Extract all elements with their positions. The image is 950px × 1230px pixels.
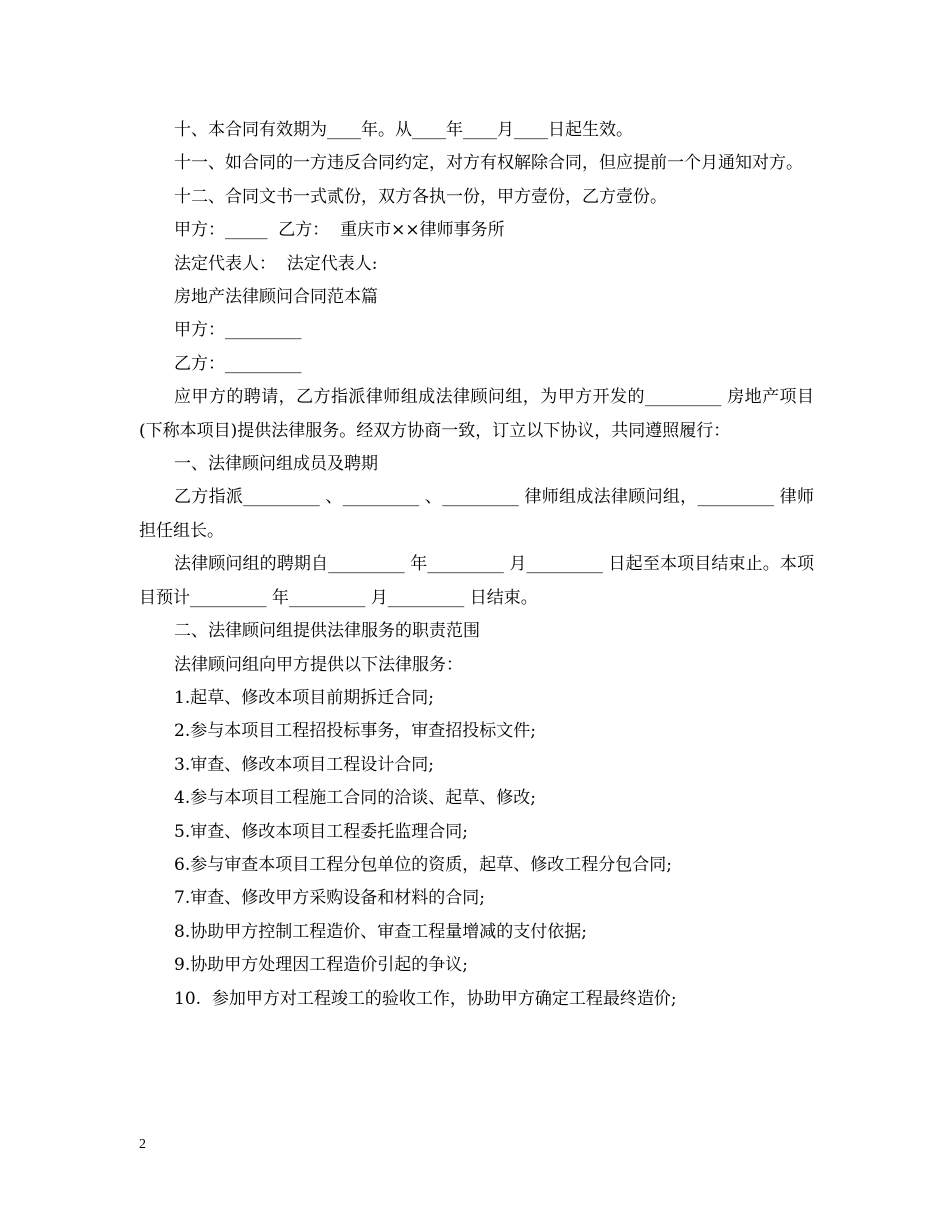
paragraph: 甲方：_________ xyxy=(174,320,302,341)
paragraph: 10. 参加甲方对工程竣工的验收工作，协助甲方确定工程最终造价; xyxy=(174,988,677,1009)
document-body xyxy=(139,114,814,1016)
paragraph: 二、法律顾问组提供法律服务的职责范围 xyxy=(174,621,480,642)
paragraph: 7.审查、修改甲方采购设备和材料的合同; xyxy=(174,888,485,909)
paragraph: 9.协助甲方处理因工程造价引起的争议; xyxy=(174,955,468,976)
paragraph: 8.协助甲方控制工程造价、审查工程量增减的支付依据; xyxy=(174,921,587,942)
paragraph: 6.参与审查本项目工程分包单位的资质，起草、修改工程分包合同; xyxy=(174,854,672,875)
paragraph: 乙方指派_________ 、_________ 、_________ 律师组成法律顾问组，_________ 律师担任组长。 xyxy=(139,487,814,541)
page-number: 2 xyxy=(139,1137,146,1152)
paragraph: 甲方：_____ 乙方： 重庆市××律师事务所 xyxy=(174,220,505,241)
paragraph: 十、本合同有效期为____年。从____年____月____日起生效。 xyxy=(174,120,633,140)
paragraph: 法定代表人： 法定代表人: xyxy=(174,253,378,274)
paragraph: 2.参与本项目工程招投标事务，审查招投标文件; xyxy=(174,721,536,742)
paragraph: 房地产法律顾问合同范本篇 xyxy=(174,287,378,308)
paragraph: 法律顾问组的聘期自_________ 年_________ 月_________ 日起至本项目结束止。本项目预计_________ 年_________ 月_________ 日结束。 xyxy=(139,554,814,608)
paragraph: 乙方：_________ xyxy=(174,353,302,374)
paragraph: 一、法律顾问组成员及聘期 xyxy=(174,454,378,475)
paragraph: 法律顾问组向甲方提供以下法律服务： xyxy=(174,654,463,675)
paragraph: 5.审查、修改本项目工程委托监理合同; xyxy=(174,821,468,842)
paragraph: 4.参与本项目工程施工合同的洽谈、起草、修改; xyxy=(174,788,536,809)
paragraph: 十二、合同文书一式贰份，双方各执一份，甲方壹份，乙方壹份。 xyxy=(174,186,667,207)
paragraph: 1.起草、修改本项目前期拆迁合同; xyxy=(174,687,434,708)
paragraph: 十一、如合同的一方违反合同约定，对方有权解除合同，但应提前一个月通知对方。 xyxy=(174,153,803,174)
paragraph: 3.审查、修改本项目工程设计合同; xyxy=(174,754,434,775)
paragraph: 应甲方的聘请，乙方指派律师组成法律顾问组，为甲方开发的_________ 房地产项目(下称本项目)提供法律服务。经双方协商一致，订立以下协议，共同遵照履行： xyxy=(139,387,814,441)
